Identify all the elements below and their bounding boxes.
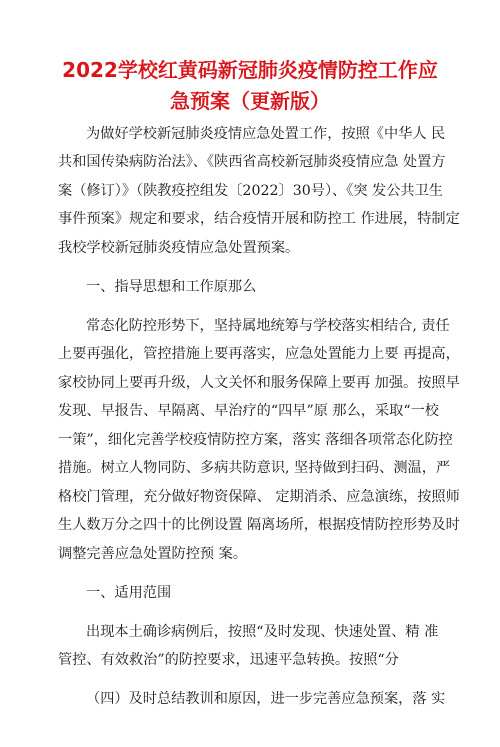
document-title-line-2: 急预案（更新版） (170, 89, 330, 113)
principles-line-8: 生人数万分之四十的比例设置 隔离场所，根据疫情防控形势及时 (58, 517, 460, 533)
principles-line-7: 格校门管理，充分做好物资保障、 定期消杀、应急演练，按照师 (58, 489, 460, 505)
section-heading-guiding-principles: 一、指导思想和工作原那么 (86, 279, 257, 295)
intro-line-1: 为做好学校新冠肺炎疫情应急处置工作，按照《中华人 民 (86, 126, 446, 142)
principles-line-1: 常态化防控形势下，坚持属地统筹与学校落实相结合, 责任 (86, 318, 450, 334)
principles-line-2: 上要再强化，管控措施上要再落实，应急处置能力上要 再提高， (58, 346, 460, 362)
principles-line-6: 措施。树立人物同防、多病共防意识, 坚持做到扫码、测温，严 (58, 460, 451, 476)
principles-line-5: 一策”，细化完善学校疫情防控方案，落实 落细各项常态化防控 (58, 432, 453, 448)
principles-line-3: 家校协同上要再升级，人文关怀和服务保障上要再 加强。按照早 (58, 375, 460, 391)
scope-line-1: 出现本土确诊病例后，按照“及时发现、快速处置、精 准 (86, 624, 439, 640)
intro-line-3: 案（修订）》（陕教疫控组发〔2022〕30号）、《突 发公共卫生 (58, 183, 443, 199)
intro-line-4: 事件预案》规定和要求，结合疫情开展和防控工 作进展，特制定 (58, 211, 460, 227)
section-heading-scope: 一、适用范围 (86, 585, 172, 601)
intro-line-2: 共和国传染病防治法》、《陕西省高校新冠肺炎疫情应急 处置方 (58, 154, 446, 170)
item-four-line-1: （四）及时总结教训和原因，进一步完善应急预案，落 实 (86, 691, 446, 707)
scope-line-2: 管控、有效救治”的防控要求，迅速平急转换。按照“分 (58, 652, 399, 668)
principles-line-9: 调整完善应急处置防控预 案。 (58, 546, 247, 562)
intro-line-5: 我校学校新冠肺炎疫情应急处置预案。 (58, 240, 300, 256)
principles-line-4: 发现、早报告、早隔离、早治疗的“四早”原 那么，采取“一校 (58, 403, 439, 419)
document-title-line-1: 2022学校红黄码新冠肺炎疫情防控工作应 (62, 58, 438, 82)
